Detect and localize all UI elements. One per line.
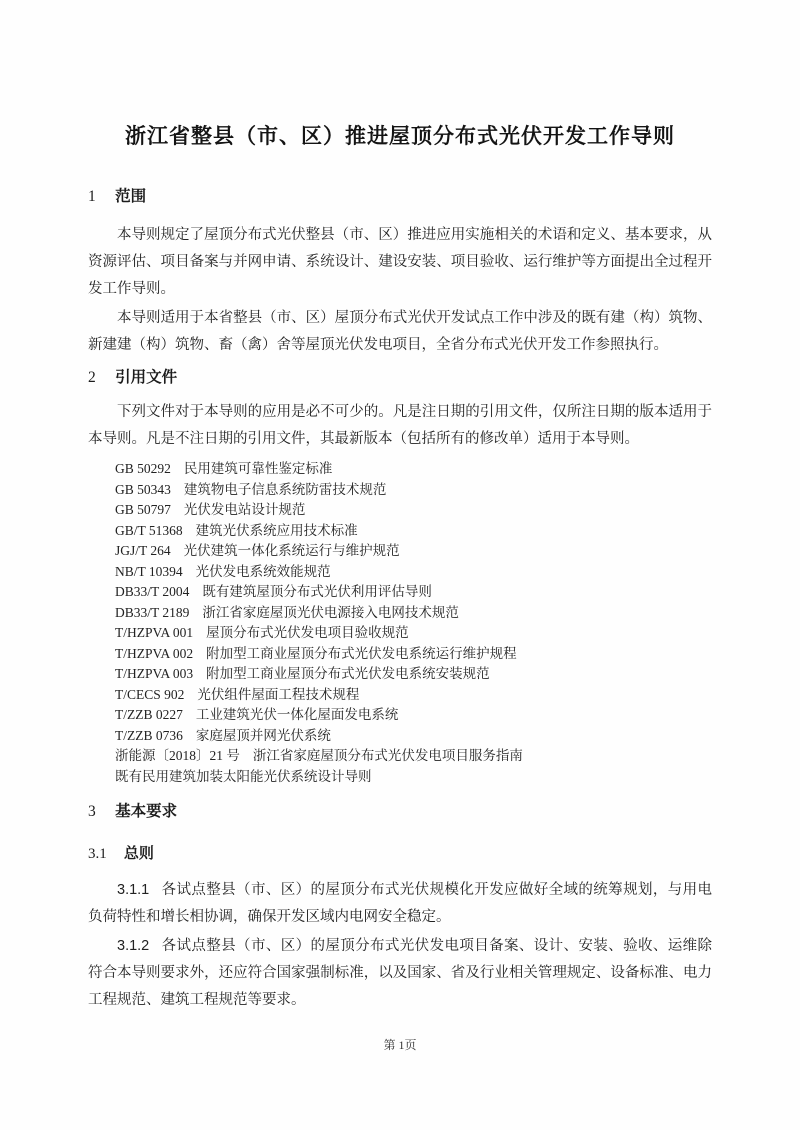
reference-title: 光伏发电站设计规范 [183,502,306,517]
reference-item [115,746,712,767]
reference-code: T/HZPVA 001 [115,625,194,640]
reference-code: NB/T 10394 [115,563,183,579]
reference-item [115,685,712,706]
paragraph: 下列文件对于本导则的应用是必不可少的。凡是注日期的引用文件，仅所注日期的版本适用于本导则。凡是不注日期的引用文件，其最新版本（包括所有的修改单）适用于本导则。 [88,404,712,447]
clause-text: 各试点整县（市、区）的屋顶分布式光伏发电项目备案、设计、安装、验收、运维除符合本导则要求外，还应符合国家强制标准，以及国家、省及行业相关管理规定、设备标准、电力工程规范、建筑工程规范等要求。 [88,938,712,1008]
page-number: 第 1页 [383,1038,417,1052]
reference-title: 光伏组件屋面工程技术规程 [197,686,360,702]
reference-code: T/ZZB 0227 [115,707,183,722]
section-title: 引用文件 [115,369,178,386]
reference-item [115,705,712,726]
reference-title: 附加型工商业屋顶分布式光伏发电系统运行维护规程 [206,645,517,661]
clause-text: 各试点整县（市、区）的屋顶分布式光伏规模化开发应做好全域的统筹规划，与用电负荷特性和增长相协调，确保开发区域内电网安全稳定。 [88,882,712,925]
section-1-heading [88,186,712,208]
reference-code: GB 50797 [115,502,171,517]
subsection-3-1-heading [88,843,712,865]
subsection-title: 总则 [123,845,154,862]
clause-number: 3.1.2 [117,938,150,954]
reference-code: T/ZZB 0736 [115,727,183,743]
reference-item [115,459,712,480]
reference-item [115,480,712,501]
reference-code: JGJ/T 264 [115,543,171,558]
clause-paragraph [88,933,712,1014]
reference-title: 附加型工商业屋顶分布式光伏发电系统安装规范 [206,666,490,681]
section-2-heading [88,367,712,389]
subsection-number: 3.1 [88,846,107,862]
reference-title: 建筑物电子信息系统防雷技术规范 [183,481,387,497]
reference-title: 浙江省家庭屋顶光伏电源接入电网技术规范 [202,604,459,620]
reference-code: GB 50343 [115,481,171,497]
section-number: 1 [88,188,96,205]
reference-title: 光伏建筑一体化系统运行与维护规范 [183,543,400,558]
section-scope [88,186,712,359]
reference-code: DB33/T 2189 [115,604,190,620]
section-basic-requirements [88,801,712,1014]
reference-code: GB/T 51368 [115,522,183,538]
reference-title: 光伏发电系统效能规范 [195,563,331,579]
reference-code: T/CECS 902 [115,686,185,702]
reference-title: 民用建筑可靠性鉴定标准 [183,461,333,476]
reference-item [115,500,712,521]
reference-item [115,623,712,644]
reference-title: 工业建筑光伏一体化屋面发电系统 [195,707,399,722]
reference-code: GB 50292 [115,461,171,476]
reference-item [115,562,712,583]
clause-number: 3.1.1 [117,882,150,898]
references-list [88,459,712,787]
section-title: 基本要求 [115,803,178,820]
reference-title: 家庭屋顶并网光伏系统 [195,727,331,743]
reference-code: T/HZPVA 003 [115,666,194,681]
section-title: 范围 [115,188,147,205]
section-number: 3 [88,803,96,820]
section-references [88,367,712,787]
reference-title: 建筑光伏系统应用技术标准 [195,522,358,538]
section-number: 2 [88,369,96,386]
reference-item [115,541,712,562]
document-title: 浙江省整县（市、区）推进屋顶分布式光伏开发工作导则 [125,125,675,148]
reference-item [115,664,712,685]
reference-title: 屋顶分布式光伏发电项目验收规范 [206,625,409,640]
reference-code: DB33/T 2004 [115,584,190,599]
paragraph: 本导则规定了屋顶分布式光伏整县（市、区）推进应用实施相关的术语和定义、基本要求，从资源评估、项目备案与并网申请、系统设计、建设安装、项目验收、运行维护等方面提出全过程开发工作导则。 [88,227,712,297]
reference-title: 既有建筑屋顶分布式光伏利用评估导则 [202,584,432,599]
paragraph: 本导则适用于本省整县（市、区）屋顶分布式光伏开发试点工作中涉及的既有建（构）筑物、新建建（构）筑物、畜（禽）舍等屋顶光伏发电项目，全省分布式光伏开发工作参照执行。 [88,310,712,353]
reference-title: 既有民用建筑加装太阳能光伏系统设计导则 [115,768,372,784]
section-3-heading [88,801,712,823]
reference-item [115,521,712,542]
reference-code: 浙能源〔2018〕21 号 [115,748,240,763]
reference-code: T/HZPVA 002 [115,645,194,661]
reference-item [115,726,712,747]
reference-item [115,582,712,603]
reference-item [115,603,712,624]
reference-item [115,644,712,665]
reference-title: 浙江省家庭屋顶分布式光伏发电项目服务指南 [252,748,523,763]
reference-item [115,767,712,788]
clause-paragraph [88,877,712,931]
